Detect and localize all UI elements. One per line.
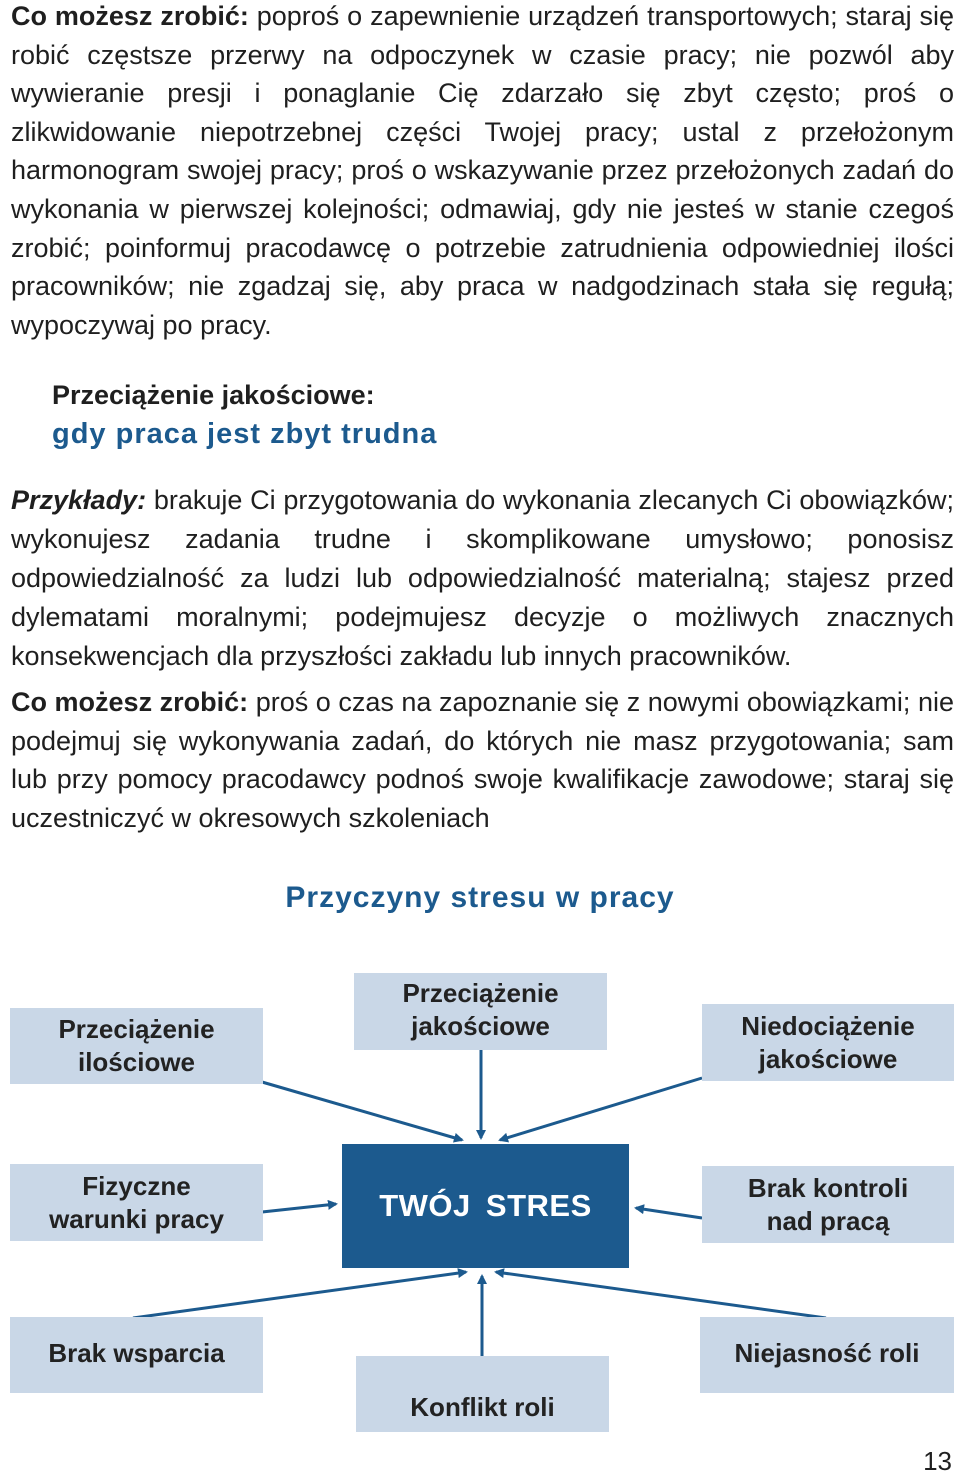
page-number: 13 (923, 1446, 952, 1476)
node-label: Niedociążenie (741, 1010, 915, 1041)
node-niejasnosc-roli (700, 1317, 954, 1393)
node-label: jakościowe (758, 1043, 898, 1074)
arrow-from-wsparcie (133, 1272, 466, 1318)
node-przeciazenie-jakosciowe (354, 973, 607, 1050)
node-label: jakościowe (411, 1011, 550, 1041)
node-label: Fizyczne (82, 1170, 191, 1201)
node-fizyczne-warunki-pracy (10, 1164, 263, 1241)
arrow-from-fizyczne (262, 1204, 336, 1212)
node-przeciazenie-ilosciowe (10, 1008, 263, 1084)
lead-label: Co możesz zrobić: (11, 687, 249, 717)
arrow-from-niejasnosc (496, 1272, 826, 1318)
examples-label: Przykłady: (11, 485, 147, 515)
node-brak-wsparcia (10, 1317, 263, 1393)
node-label: Brak wsparcia (48, 1338, 225, 1368)
section-heading: Przeciążenie jakościowe: (52, 380, 375, 410)
center-node-stress: TWÓJ STRES (342, 1144, 629, 1268)
arrow-from-niedociazenie (500, 1078, 702, 1140)
paragraph-text: brakuje Ci przygotowania do wykonania zlecanych Ci obowiązków; wykonujesz zadania trudne i skomplikowane umysłowo; ponosisz odpowiedzialność za ludzi lub odpowiedzialność materialną; stajesz przed dylematami moralnymi; podejmujesz decyzje o możliwych znacznych konsekwencjach dla przyszłości zakładu lub innych pracowników. (11, 485, 954, 671)
node-label: Brak kontroli (747, 1172, 909, 1203)
node-label: Przeciążenie (58, 1014, 215, 1044)
arrow-from-kontrola (636, 1208, 702, 1218)
node-niedociazenie-jakosciowe (702, 1004, 954, 1081)
section-subheading: gdy praca jest zbyt trudna (52, 418, 438, 450)
node-label: ilościowe (77, 1047, 196, 1077)
diagram-title: Przyczyny stresu w pracy (285, 881, 675, 914)
node-label: Przeciążenie (402, 978, 559, 1008)
node-konflikt-roli (356, 1356, 609, 1432)
node-brak-kontroli (702, 1166, 954, 1243)
node-label: Niejasność roli (734, 1338, 920, 1368)
node-label: warunki pracy (49, 1203, 224, 1234)
paragraph-text: poproś o zapewnienie urządzeń transportowych; staraj się robić częstsze przerwy na odpoczynek w czasie pracy; nie pozwól aby wywieranie presji i ponaglanie Cię zdarzało się zbyt często; proś o zlikwidowanie niepotrzebnej części Twojej pracy; ustal z przełożonym harmonogram swojej pracy; proś o wskazywanie przez przełożonych zadań do wykonania w pierwszej kolejności; odmawiaj, gdy nie jesteś w stanie czegoś zrobić; poinformuj pracodawcę o potrzebie zatrudnienia odpowiedniej ilości pracowników; nie zgadzaj się, aby praca w nadgodzinach stała się regułą; wypoczywaj po pracy. (11, 1, 954, 340)
node-label: nad pracą (766, 1205, 890, 1236)
paragraph-text: proś o czas na zapoznanie się z nowymi obowiązkami; nie podejmuj się wykonywania zadań, do których nie masz przygotowania; sam lub przy pomocy pracodawcy podnoś swoje kwalifikacje zawodowe; staraj się uczestniczyć w okresowych szkoleniach (11, 687, 954, 833)
node-label: Konflikt roli (410, 1392, 555, 1422)
arrow-from-ilosciowe (262, 1082, 462, 1140)
lead-label: Co możesz zrobić: (11, 1, 249, 31)
